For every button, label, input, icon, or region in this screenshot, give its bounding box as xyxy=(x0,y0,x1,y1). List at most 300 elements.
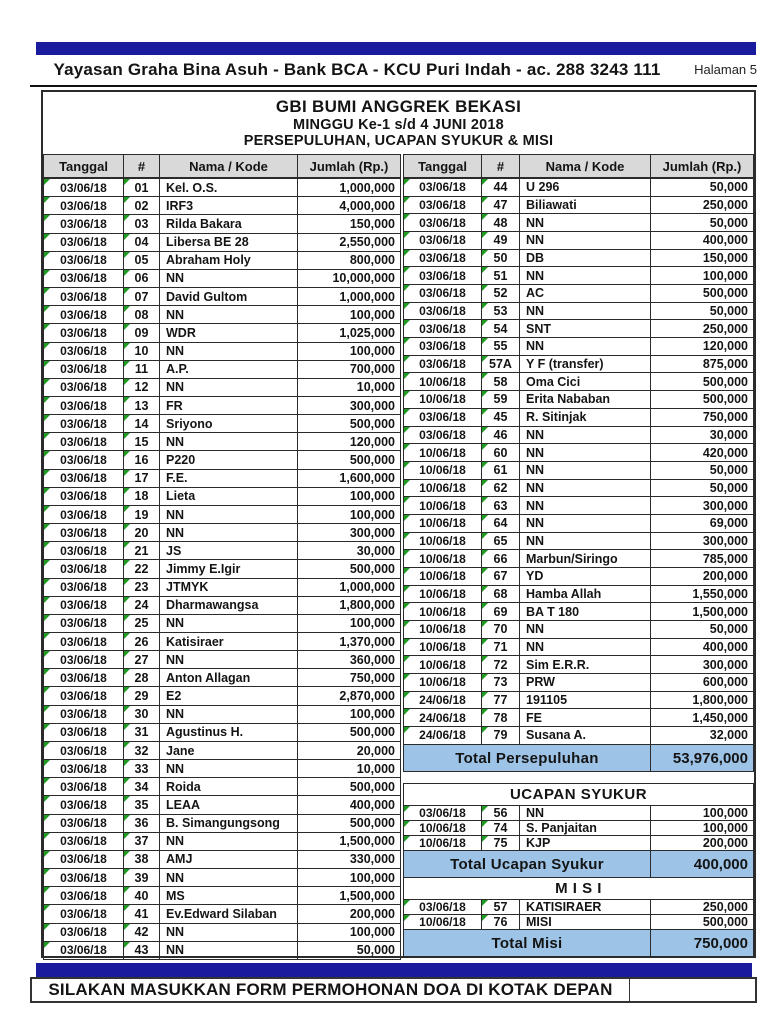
table-row xyxy=(44,814,401,832)
cell-num: 63 xyxy=(482,497,520,515)
cell-num: 53 xyxy=(482,302,520,320)
cell-amount: 1,600,000 xyxy=(298,469,401,487)
cell-date: 03/06/18 xyxy=(44,760,124,778)
cell-date: 10/06/18 xyxy=(404,585,482,603)
cell-date: 03/06/18 xyxy=(404,408,482,426)
table-row xyxy=(44,215,401,233)
cell-date: 03/06/18 xyxy=(44,614,124,632)
table-row xyxy=(44,396,401,414)
cell-date: 10/06/18 xyxy=(404,915,482,930)
cell-amount: 1,000,000 xyxy=(298,288,401,306)
table-row xyxy=(44,415,401,433)
table-row xyxy=(404,567,754,585)
cell-num: 04 xyxy=(124,233,160,251)
top-blue-bar xyxy=(36,42,756,55)
cell-name: Kel. O.S. xyxy=(160,178,298,197)
table-row xyxy=(404,302,754,320)
table-row xyxy=(404,461,754,479)
cell-num: 67 xyxy=(482,567,520,585)
cell-date: 03/06/18 xyxy=(44,451,124,469)
cell-name: Dharmawangsa xyxy=(160,596,298,614)
column-header-row xyxy=(404,155,754,179)
table-row xyxy=(44,723,401,741)
table-row xyxy=(404,285,754,303)
cell-amount: 1,550,000 xyxy=(651,585,754,603)
cell-date: 03/06/18 xyxy=(44,669,124,687)
table-row xyxy=(404,638,754,656)
table-row xyxy=(44,342,401,360)
cell-date: 03/06/18 xyxy=(44,723,124,741)
cell-name: Erita Nababan xyxy=(520,391,651,409)
cell-name: R. Sitinjak xyxy=(520,408,651,426)
cell-amount: 700,000 xyxy=(298,360,401,378)
cell-amount: 750,000 xyxy=(298,669,401,687)
cell-amount: 1,000,000 xyxy=(298,578,401,596)
table-row xyxy=(44,360,401,378)
ucapan-misi-table xyxy=(403,783,754,957)
table-row xyxy=(404,267,754,285)
cell-amount: 500,000 xyxy=(651,915,754,930)
cell-num: 56 xyxy=(482,806,520,821)
cell-name: NN xyxy=(520,532,651,550)
cell-name: YD xyxy=(520,567,651,585)
table-row xyxy=(44,651,401,669)
cell-date: 03/06/18 xyxy=(44,396,124,414)
cell-amount: 200,000 xyxy=(651,567,754,585)
cell-date: 03/06/18 xyxy=(44,342,124,360)
table-row xyxy=(44,596,401,614)
cell-date: 03/06/18 xyxy=(404,355,482,373)
table-row xyxy=(44,197,401,215)
cell-date: 03/06/18 xyxy=(404,232,482,250)
cell-num: 70 xyxy=(482,620,520,638)
cell-date: 03/06/18 xyxy=(44,596,124,614)
cell-amount: 4,000,000 xyxy=(298,197,401,215)
report-subject: PERSEPULUHAN, UCAPAN SYUKUR & MISI xyxy=(243,133,554,149)
cell-num: 25 xyxy=(124,614,160,632)
cell-num: 79 xyxy=(482,726,520,744)
cell-num: 76 xyxy=(482,915,520,930)
cell-amount: 300,000 xyxy=(651,497,754,515)
cell-amount: 1,370,000 xyxy=(298,633,401,651)
page-header xyxy=(41,56,757,83)
header-rule xyxy=(30,85,757,87)
cell-amount: 100,000 xyxy=(298,705,401,723)
cell-date: 03/06/18 xyxy=(44,415,124,433)
cell-amount: 10,000,000 xyxy=(298,269,401,287)
cell-amount: 1,500,000 xyxy=(651,603,754,621)
table-row xyxy=(404,709,754,727)
cell-num: 20 xyxy=(124,524,160,542)
cell-num: 64 xyxy=(482,514,520,532)
cell-date: 03/06/18 xyxy=(44,269,124,287)
cell-amount: 200,000 xyxy=(651,836,754,851)
cell-num: 22 xyxy=(124,560,160,578)
cell-date: 03/06/18 xyxy=(44,487,124,505)
cell-name: AMJ xyxy=(160,850,298,868)
table-row xyxy=(44,705,401,723)
table-row xyxy=(44,233,401,251)
cell-date: 03/06/18 xyxy=(44,469,124,487)
right-column xyxy=(403,154,754,957)
cell-date: 10/06/18 xyxy=(404,656,482,674)
cell-num: 28 xyxy=(124,669,160,687)
table-row xyxy=(44,288,401,306)
cell-amount: 500,000 xyxy=(298,560,401,578)
table-row xyxy=(44,560,401,578)
cell-name: NN xyxy=(520,302,651,320)
cell-name: NN xyxy=(160,705,298,723)
cell-name: NN xyxy=(520,514,651,532)
cell-date: 03/06/18 xyxy=(44,887,124,905)
table-row xyxy=(44,741,401,759)
cell-num: 41 xyxy=(124,905,160,923)
cell-num: 58 xyxy=(482,373,520,391)
cell-num: 15 xyxy=(124,433,160,451)
cell-amount: 50,000 xyxy=(651,620,754,638)
table-row xyxy=(404,373,754,391)
cell-name: PRW xyxy=(520,673,651,691)
table-row xyxy=(44,905,401,923)
cell-date: 24/06/18 xyxy=(404,691,482,709)
table-row xyxy=(44,306,401,324)
cell-name: Sim E.R.R. xyxy=(520,656,651,674)
cell-amount: 330,000 xyxy=(298,850,401,868)
cell-date: 03/06/18 xyxy=(44,941,124,959)
table-row xyxy=(404,550,754,568)
table-row xyxy=(404,620,754,638)
cell-amount: 785,000 xyxy=(651,550,754,568)
cell-num: 49 xyxy=(482,232,520,250)
cell-name: NN xyxy=(520,232,651,250)
cell-date: 03/06/18 xyxy=(44,814,124,832)
cell-amount: 120,000 xyxy=(298,433,401,451)
col-header-number: # xyxy=(124,155,160,179)
table-row xyxy=(404,836,754,851)
cell-name: F.E. xyxy=(160,469,298,487)
cell-date: 03/06/18 xyxy=(44,197,124,215)
cell-name: Abraham Holy xyxy=(160,251,298,269)
cell-num: 13 xyxy=(124,396,160,414)
table-row xyxy=(44,324,401,342)
cell-num: 32 xyxy=(124,741,160,759)
cell-name: Oma Cici xyxy=(520,373,651,391)
cell-name: Hamba Allah xyxy=(520,585,651,603)
cell-num: 07 xyxy=(124,288,160,306)
cell-name: NN xyxy=(520,638,651,656)
table-row xyxy=(404,408,754,426)
cell-name: AC xyxy=(520,285,651,303)
table-row xyxy=(404,806,754,821)
cell-name: Jane xyxy=(160,741,298,759)
cell-name: NN xyxy=(160,614,298,632)
column-header-row xyxy=(44,155,401,179)
total-persepuluhan-label: Total Persepuluhan xyxy=(404,745,651,772)
cell-name: Marbun/Siringo xyxy=(520,550,651,568)
cell-name: NN xyxy=(520,497,651,515)
cell-date: 03/06/18 xyxy=(44,651,124,669)
col-header-jumlah: Jumlah (Rp.) xyxy=(651,155,754,179)
cell-name: Lieta xyxy=(160,487,298,505)
left-table-body xyxy=(44,178,401,960)
table-row xyxy=(44,633,401,651)
cell-amount: 250,000 xyxy=(651,320,754,338)
cell-date: 10/06/18 xyxy=(404,673,482,691)
cell-name: Agustinus H. xyxy=(160,723,298,741)
cell-num: 47 xyxy=(482,196,520,214)
cell-amount: 875,000 xyxy=(651,355,754,373)
cell-date: 03/06/18 xyxy=(404,426,482,444)
table-row xyxy=(44,451,401,469)
col-header-jumlah: Jumlah (Rp.) xyxy=(298,155,401,179)
cell-name: NN xyxy=(160,941,298,959)
cell-amount: 360,000 xyxy=(298,651,401,669)
table-row xyxy=(44,687,401,705)
cell-num: 54 xyxy=(482,320,520,338)
cell-date: 03/06/18 xyxy=(44,542,124,560)
cell-date: 03/06/18 xyxy=(44,705,124,723)
cell-num: 62 xyxy=(482,479,520,497)
cell-num: 03 xyxy=(124,215,160,233)
cell-date: 10/06/18 xyxy=(404,479,482,497)
cell-num: 12 xyxy=(124,378,160,396)
cell-amount: 50,000 xyxy=(298,941,401,959)
cell-name: Roida xyxy=(160,778,298,796)
table-row xyxy=(44,614,401,632)
ucapan-syukur-title: UCAPAN SYUKUR xyxy=(404,784,754,806)
table-row xyxy=(44,796,401,814)
ucapan-syukur-body xyxy=(404,806,754,851)
table-row xyxy=(44,269,401,287)
cell-amount: 500,000 xyxy=(298,415,401,433)
cell-name: NN xyxy=(160,342,298,360)
cell-name: NN xyxy=(520,461,651,479)
cell-num: 57A xyxy=(482,355,520,373)
cell-num: 57 xyxy=(482,900,520,915)
cell-name: U 296 xyxy=(520,178,651,196)
cell-num: 52 xyxy=(482,285,520,303)
cell-num: 78 xyxy=(482,709,520,727)
cell-date: 03/06/18 xyxy=(44,251,124,269)
cell-num: 27 xyxy=(124,651,160,669)
right-table-body xyxy=(404,178,754,745)
cell-num: 24 xyxy=(124,596,160,614)
table-row xyxy=(44,850,401,868)
cell-num: 35 xyxy=(124,796,160,814)
cell-amount: 1,025,000 xyxy=(298,324,401,342)
table-row xyxy=(44,578,401,596)
table-row xyxy=(404,900,754,915)
cell-date: 03/06/18 xyxy=(44,288,124,306)
table-row xyxy=(404,821,754,836)
cell-date: 03/06/18 xyxy=(44,741,124,759)
cell-num: 05 xyxy=(124,251,160,269)
cell-name: NN xyxy=(160,524,298,542)
cell-amount: 2,550,000 xyxy=(298,233,401,251)
cell-amount: 800,000 xyxy=(298,251,401,269)
cell-amount: 100,000 xyxy=(651,821,754,836)
cell-num: 75 xyxy=(482,836,520,851)
cell-amount: 100,000 xyxy=(298,869,401,887)
table-row xyxy=(404,603,754,621)
cell-num: 17 xyxy=(124,469,160,487)
cell-name: B. Simangungsong xyxy=(160,814,298,832)
cell-name: MS xyxy=(160,887,298,905)
cell-date: 03/06/18 xyxy=(404,249,482,267)
cell-num: 39 xyxy=(124,869,160,887)
table-row xyxy=(44,669,401,687)
cell-date: 03/06/18 xyxy=(44,905,124,923)
cell-amount: 500,000 xyxy=(651,373,754,391)
cell-num: 72 xyxy=(482,656,520,674)
cell-name: Libersa BE 28 xyxy=(160,233,298,251)
ucapan-syukur-title-row xyxy=(404,784,754,806)
cell-amount: 300,000 xyxy=(651,656,754,674)
cell-date: 10/06/18 xyxy=(404,373,482,391)
persepuluhan-table-right xyxy=(403,154,754,772)
cell-name: JS xyxy=(160,542,298,560)
cell-num: 16 xyxy=(124,451,160,469)
cell-num: 73 xyxy=(482,673,520,691)
cell-num: 71 xyxy=(482,638,520,656)
cell-num: 26 xyxy=(124,633,160,651)
total-misi-row xyxy=(404,930,754,957)
cell-amount: 10,000 xyxy=(298,378,401,396)
cell-name: A.P. xyxy=(160,360,298,378)
cell-amount: 200,000 xyxy=(298,905,401,923)
cell-amount: 400,000 xyxy=(651,232,754,250)
cell-num: 02 xyxy=(124,197,160,215)
misi-body xyxy=(404,900,754,930)
total-ucapan-syukur-label: Total Ucapan Syukur xyxy=(404,851,651,878)
cell-name: NN xyxy=(160,378,298,396)
total-ucapan-syukur-value: 400,000 xyxy=(651,851,754,878)
cell-amount: 300,000 xyxy=(298,524,401,542)
cell-amount: 100,000 xyxy=(298,306,401,324)
cell-date: 03/06/18 xyxy=(404,214,482,232)
cell-amount: 500,000 xyxy=(298,451,401,469)
cell-name: MISI xyxy=(520,915,651,930)
table-row xyxy=(44,542,401,560)
cell-amount: 100,000 xyxy=(651,806,754,821)
cell-num: 48 xyxy=(482,214,520,232)
cell-date: 10/06/18 xyxy=(404,532,482,550)
cell-num: 42 xyxy=(124,923,160,941)
cell-amount: 30,000 xyxy=(298,542,401,560)
cell-amount: 1,800,000 xyxy=(651,691,754,709)
table-row xyxy=(44,251,401,269)
cell-num: 77 xyxy=(482,691,520,709)
cell-num: 21 xyxy=(124,542,160,560)
cell-num: 29 xyxy=(124,687,160,705)
cell-date: 03/06/18 xyxy=(404,900,482,915)
cell-date: 03/06/18 xyxy=(404,806,482,821)
church-name: GBI BUMI ANGGREK BEKASI xyxy=(275,97,522,116)
cell-date: 03/06/18 xyxy=(404,338,482,356)
cell-date: 03/06/18 xyxy=(44,306,124,324)
col-header-tanggal: Tanggal xyxy=(44,155,124,179)
cell-date: 10/06/18 xyxy=(404,514,482,532)
table-row xyxy=(404,320,754,338)
cell-date: 03/06/18 xyxy=(404,285,482,303)
cell-date: 03/06/18 xyxy=(44,233,124,251)
cell-num: 33 xyxy=(124,760,160,778)
cell-name: Anton Allagan xyxy=(160,669,298,687)
col-header-nama-kode: Nama / Kode xyxy=(520,155,651,179)
table-row xyxy=(404,497,754,515)
table-row xyxy=(404,338,754,356)
cell-amount: 150,000 xyxy=(651,249,754,267)
cell-date: 10/06/18 xyxy=(404,444,482,462)
table-row xyxy=(404,391,754,409)
cell-amount: 50,000 xyxy=(651,302,754,320)
table-row xyxy=(404,585,754,603)
cell-name: S. Panjaitan xyxy=(520,821,651,836)
cell-amount: 500,000 xyxy=(298,778,401,796)
cell-date: 10/06/18 xyxy=(404,391,482,409)
cell-name: NN xyxy=(160,306,298,324)
cell-date: 03/06/18 xyxy=(44,869,124,887)
cell-amount: 10,000 xyxy=(298,760,401,778)
cell-num: 45 xyxy=(482,408,520,426)
org-title: Yayasan Graha Bina Asuh - Bank BCA - KCU Puri Indah - ac. 288 3243 111 xyxy=(53,59,661,79)
table-row xyxy=(44,505,401,523)
cell-amount: 400,000 xyxy=(651,638,754,656)
table-row xyxy=(404,196,754,214)
cell-amount: 120,000 xyxy=(651,338,754,356)
table-row xyxy=(44,760,401,778)
cell-date: 10/06/18 xyxy=(404,603,482,621)
cell-name: NN xyxy=(160,433,298,451)
table-row xyxy=(404,444,754,462)
table-row xyxy=(44,941,401,959)
table-row xyxy=(404,673,754,691)
cell-name: NN xyxy=(160,505,298,523)
cell-amount: 1,450,000 xyxy=(651,709,754,727)
table-row xyxy=(404,249,754,267)
table-row xyxy=(44,433,401,451)
cell-date: 10/06/18 xyxy=(404,497,482,515)
cell-amount: 50,000 xyxy=(651,178,754,196)
cell-num: 59 xyxy=(482,391,520,409)
cell-date: 03/06/18 xyxy=(44,778,124,796)
cell-name: NN xyxy=(160,760,298,778)
cell-name: Jimmy E.Igir xyxy=(160,560,298,578)
cell-date: 03/06/18 xyxy=(44,378,124,396)
cell-name: NN xyxy=(520,338,651,356)
cell-name: NN xyxy=(520,806,651,821)
cell-num: 43 xyxy=(124,941,160,959)
cell-name: FR xyxy=(160,396,298,414)
tables-row xyxy=(43,154,754,960)
table-row xyxy=(44,487,401,505)
cell-date: 10/06/18 xyxy=(404,620,482,638)
cell-date: 03/06/18 xyxy=(44,505,124,523)
cell-date: 03/06/18 xyxy=(44,923,124,941)
cell-name: KATISIRAER xyxy=(520,900,651,915)
cell-amount: 1,500,000 xyxy=(298,887,401,905)
cell-amount: 150,000 xyxy=(298,215,401,233)
cell-name: NN xyxy=(160,651,298,669)
report-title-block xyxy=(43,92,754,154)
cell-amount: 400,000 xyxy=(298,796,401,814)
cell-date: 03/06/18 xyxy=(44,360,124,378)
cell-num: 51 xyxy=(482,267,520,285)
report-period: MINGGU Ke-1 s/d 4 JUNI 2018 xyxy=(293,117,504,133)
cell-num: 44 xyxy=(482,178,520,196)
cell-num: 30 xyxy=(124,705,160,723)
cell-amount: 250,000 xyxy=(651,900,754,915)
